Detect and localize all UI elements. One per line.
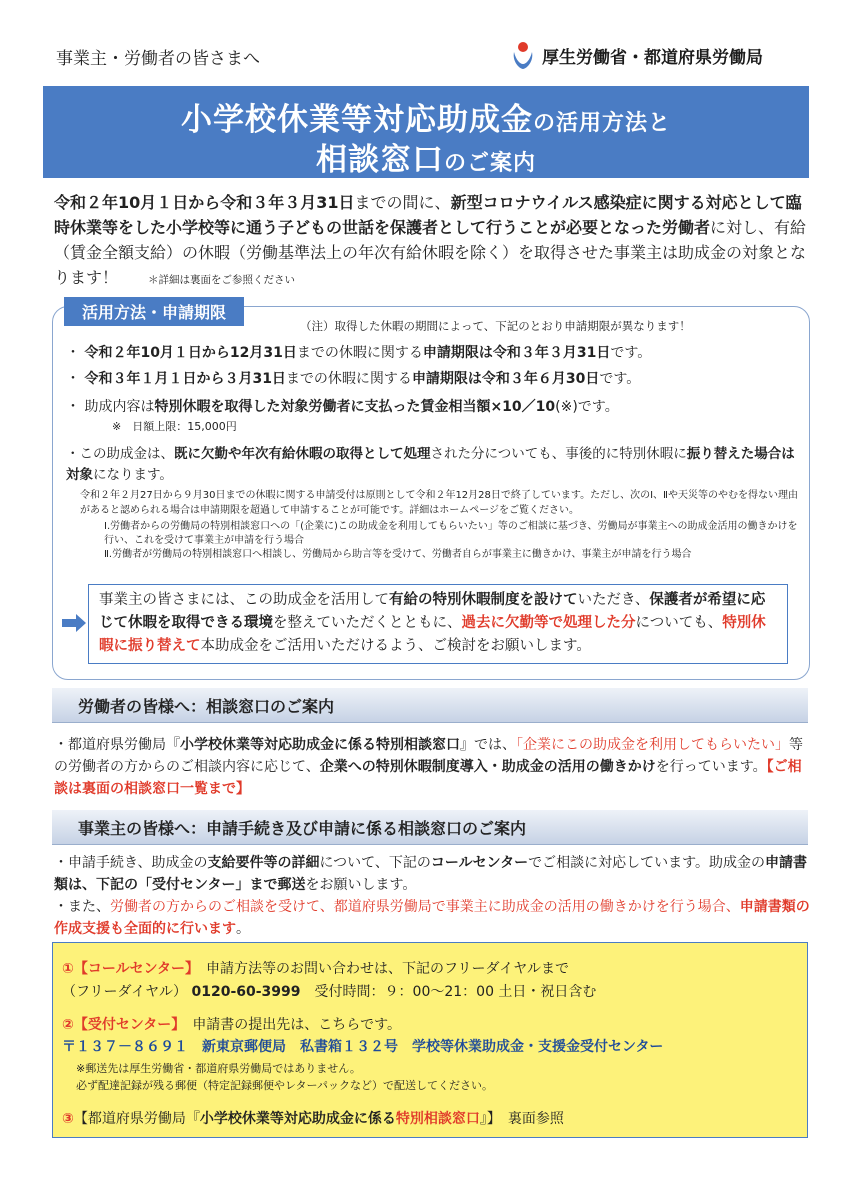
ministry-header — [510, 40, 763, 70]
title-banner — [43, 86, 809, 178]
reception-center-line: ②【受付センター】 申請書の提出先は、こちらです。 — [62, 1017, 402, 1033]
call-center-phone: （フリーダイヤル） 0120-60-3999 受付時間：９：00～21：00 土日・祝日含む — [62, 984, 597, 1000]
intro-paragraph: 令和２年10月１日から令和３年３月31日までの間に、新型コロナウイルス感染症に関する対応として臨時休業等をした小学校等に通う子どもの世話を保護者として行うことが必要となった労働者に対し、有給（賃金全額支給）の休暇（労働基準法上の年次有給休暇を除く）を取得させた事業主は助成金の対象となります！ ＊詳細は裏面をご参照ください — [54, 193, 807, 287]
exception-case-2: Ⅱ.労働者が労働局の特別相談窓口へ相談し、労働局から助言等を受けて、労働者自らが事業主に働きかけ、事業主が申請を行う場合 — [104, 549, 692, 560]
deadline-row-2: ・ 令和３年１月１日から３月31日までの休暇に関する申請期限は令和３年６月30日です。 — [66, 371, 641, 387]
usage-tag: 活用方法・申請期限 — [64, 297, 244, 326]
exception-cases — [104, 520, 804, 562]
regional-office-line: ③【都道府県労働局『小学校休業等対応助成金に係る特別相談窓口』】 裏面参照 — [62, 1111, 564, 1127]
employers-section-header: 事業主の皆様へ：申請手続き及び申請に係る相談窓口のご案内 — [52, 810, 808, 845]
audience-label: 事業主・労働者の皆さまへ — [56, 49, 260, 69]
intro-note: ＊詳細は裏面をご参照ください — [148, 274, 296, 286]
deadline-row-1: ・ 令和２年10月１日から12月31日までの休暇に関する申請期限は令和３年３月31日です。 — [66, 345, 652, 361]
reception-address: 〒１３７－８６９１ 新東京郵便局 私書箱１３２号 学校等休業助成金・支援金受付センター — [62, 1039, 664, 1055]
workers-section-header: 労働者の皆様へ：相談窓口のご案内 — [52, 688, 808, 723]
deadline-exception-note: 令和２年２月27日から９月30日までの休暇に関する申請受付は原則として令和２年12月28日で終了しています。ただし、次のⅠ、Ⅱや天災等のやむを得ない理由があると認められる場合は申請期限を超過して申請することが可能です。詳細はホームページをご覧ください。 — [80, 490, 798, 516]
title-line-2: 相談窓口のご案内 — [315, 142, 536, 178]
mailing-notes: ※郵送先は厚生労働省・都道府県労働局ではありません。 必ず配達記録が残る郵便（特定記録郵便やレターパックなど）で配送してください。 — [76, 1062, 494, 1092]
title-line-1: 小学校休業等対応助成金の活用方法と — [180, 102, 672, 138]
retroactive-note: ・この助成金は、既に欠勤や年次有給休暇の取得として処理された分についても、事後的に特別休暇に振り替えた場合は対象になります。 — [66, 446, 795, 483]
phone-number[interactable]: 0120-60-3999 — [191, 984, 301, 1000]
call-center-line: ①【コールセンター】 申請方法等のお問い合わせは、下記のフリーダイヤルまで — [62, 961, 570, 977]
workers-section-text: ・都道府県労働局『小学校休業等対応助成金に係る特別相談窓口』では、「企業にこの助成金を利用してもらいたい」等の労働者の方からのご相談内容に応じて、企業への特別休暇制度導入・助成金の活用の働きかけを行っています。【ご相談は裏面の相談窓口一覧まで】 — [54, 737, 803, 797]
employer-request-box: 事業主の皆さまには、この助成金を活用して有給の特別休暇制度を設けていただき、保護者が希望に応じて休暇を取得できる環境を整えていただくとともに、過去に欠勤等で処理した分についても、特別休暇に振り替えて本助成金をご活用いただけるよう、ご検討をお願いします。 — [88, 584, 788, 664]
ministry-name: 厚生労働省・都道府県労働局 — [542, 47, 763, 68]
employers-section-text: ・申請手続き、助成金の支給要件等の詳細について、下記のコールセンターでご相談に対応しています。助成金の申請書類は、下記の「受付センター」まで郵送をお願いします。 ・また、労働者の方からのご相談を受けて、都道府県労働局で事業主に助成金の活用の働きかけを行う場合、申請書類の作成支援も全面的に行います。 — [54, 855, 810, 937]
usage-note: （注）取得した休暇の期間によって、下記のとおり申請期限が異なります！ — [300, 319, 691, 333]
exception-case-1: Ⅰ.労働者からの労働局の特別相談窓口への「(企業に)この助成金を利用してもらいたい」等のご相談に基づき、労働局が事業主への助成金活用の働きかけを行い、これを受けて事業主が申請を行う場合 — [104, 521, 798, 546]
subsidy-content: ・ 助成内容は特別休暇を取得した対象労働者に支払った賃金相当額×10／10(※)です。 — [66, 399, 619, 415]
arrow-right-icon — [62, 614, 86, 636]
daily-cap: ※ 日額上限：15,000円 — [112, 420, 237, 433]
ministry-logo-icon — [510, 40, 536, 70]
